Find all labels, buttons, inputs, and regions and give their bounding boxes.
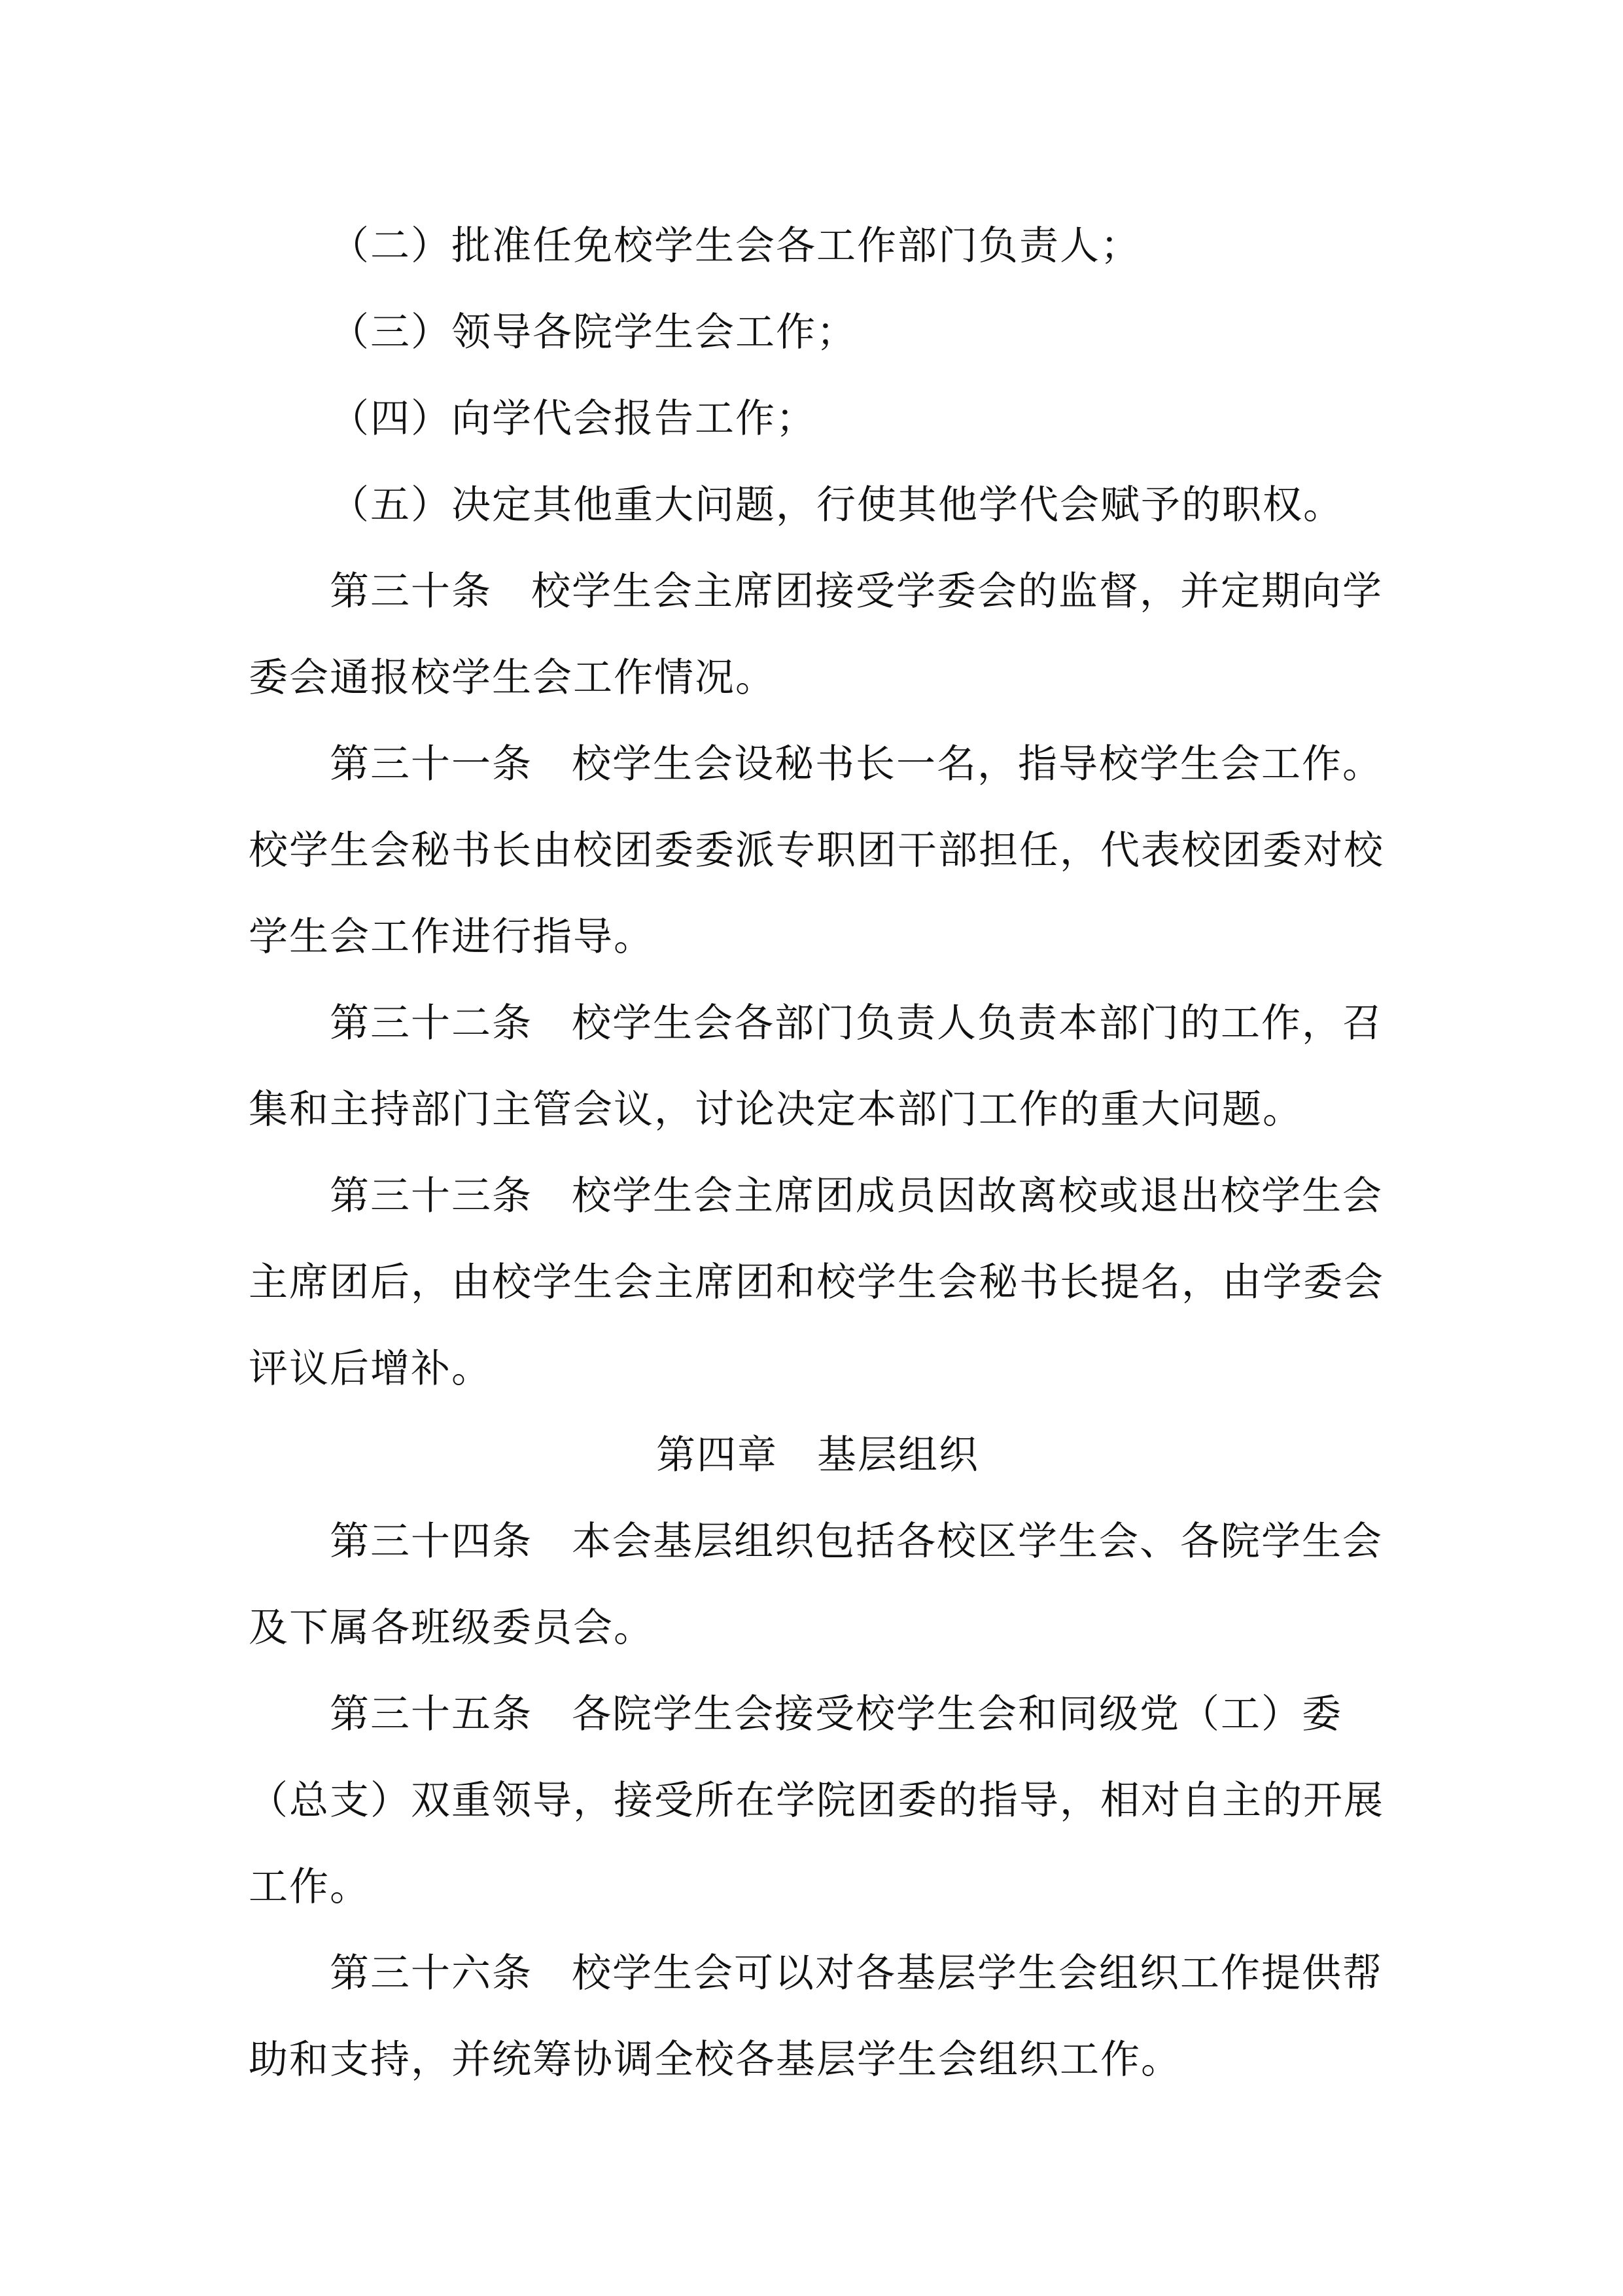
- article-number: 第三十三条: [330, 1173, 532, 1219]
- list-item-3: （三）领导各院学生会工作；: [330, 309, 857, 355]
- article-text: 本会基层组织包括各校区学生会、各院学生会及下属各班级委员会。: [249, 1519, 1383, 1651]
- article-34: [249, 1498, 1387, 1671]
- article-number: 第三十五条: [330, 1691, 532, 1737]
- article-text: 各院学生会接受校学生会和同级党（工）委（总支）双重领导，接受所在学院团委的指导，相对自主的开展工作。: [249, 1691, 1384, 1910]
- article-36: [249, 1930, 1387, 2103]
- article-text: 校学生会主席团成员因故离校或退出校学生会主席团后，由校学生会主席团和校学生会秘书长提名，由学委会评议后增补。: [249, 1173, 1384, 1392]
- document-body: [249, 203, 1387, 2103]
- article-text: 校学生会可以对各基层学生会组织工作提供帮助和支持，并统筹协调全校各基层学生会组织工作。: [249, 1951, 1383, 2083]
- article-text: 校学生会各部门负责人负责本部门的工作，召集和主持部门主管会议，讨论决定本部门工作的重大问题。: [249, 1000, 1383, 1133]
- article-number: 第三十一条: [330, 741, 532, 787]
- list-item-4: （四）向学代会报告工作；: [330, 396, 816, 442]
- chapter-title: 基层组织: [817, 1432, 979, 1478]
- article-30: [249, 548, 1387, 721]
- chapter-number: 第四章: [656, 1432, 778, 1478]
- article-number: 第三十条: [330, 569, 492, 614]
- article-text: 校学生会设秘书长一名，指导校学生会工作。校学生会秘书长由校团委委派专职团干部担任，代表校团委对校学生会工作进行指导。: [249, 741, 1384, 960]
- chapter-heading: [249, 1412, 1387, 1498]
- article-31: [249, 721, 1387, 980]
- article-32: [249, 980, 1387, 1153]
- article-number: 第三十六条: [330, 1951, 532, 1996]
- list-item-5: （五）决定其他重大问题，行使其他学代会赋予的职权。: [330, 482, 1344, 528]
- article-text: 校学生会主席团接受学委会的监督，并定期向学委会通报校学生会工作情况。: [249, 569, 1383, 701]
- article-33: [249, 1153, 1387, 1412]
- article-number: 第三十四条: [330, 1519, 532, 1564]
- list-item-2: （二）批准任免校学生会各工作部门负责人；: [330, 223, 1141, 269]
- article-35: [249, 1671, 1387, 1930]
- article-number: 第三十二条: [330, 1000, 532, 1046]
